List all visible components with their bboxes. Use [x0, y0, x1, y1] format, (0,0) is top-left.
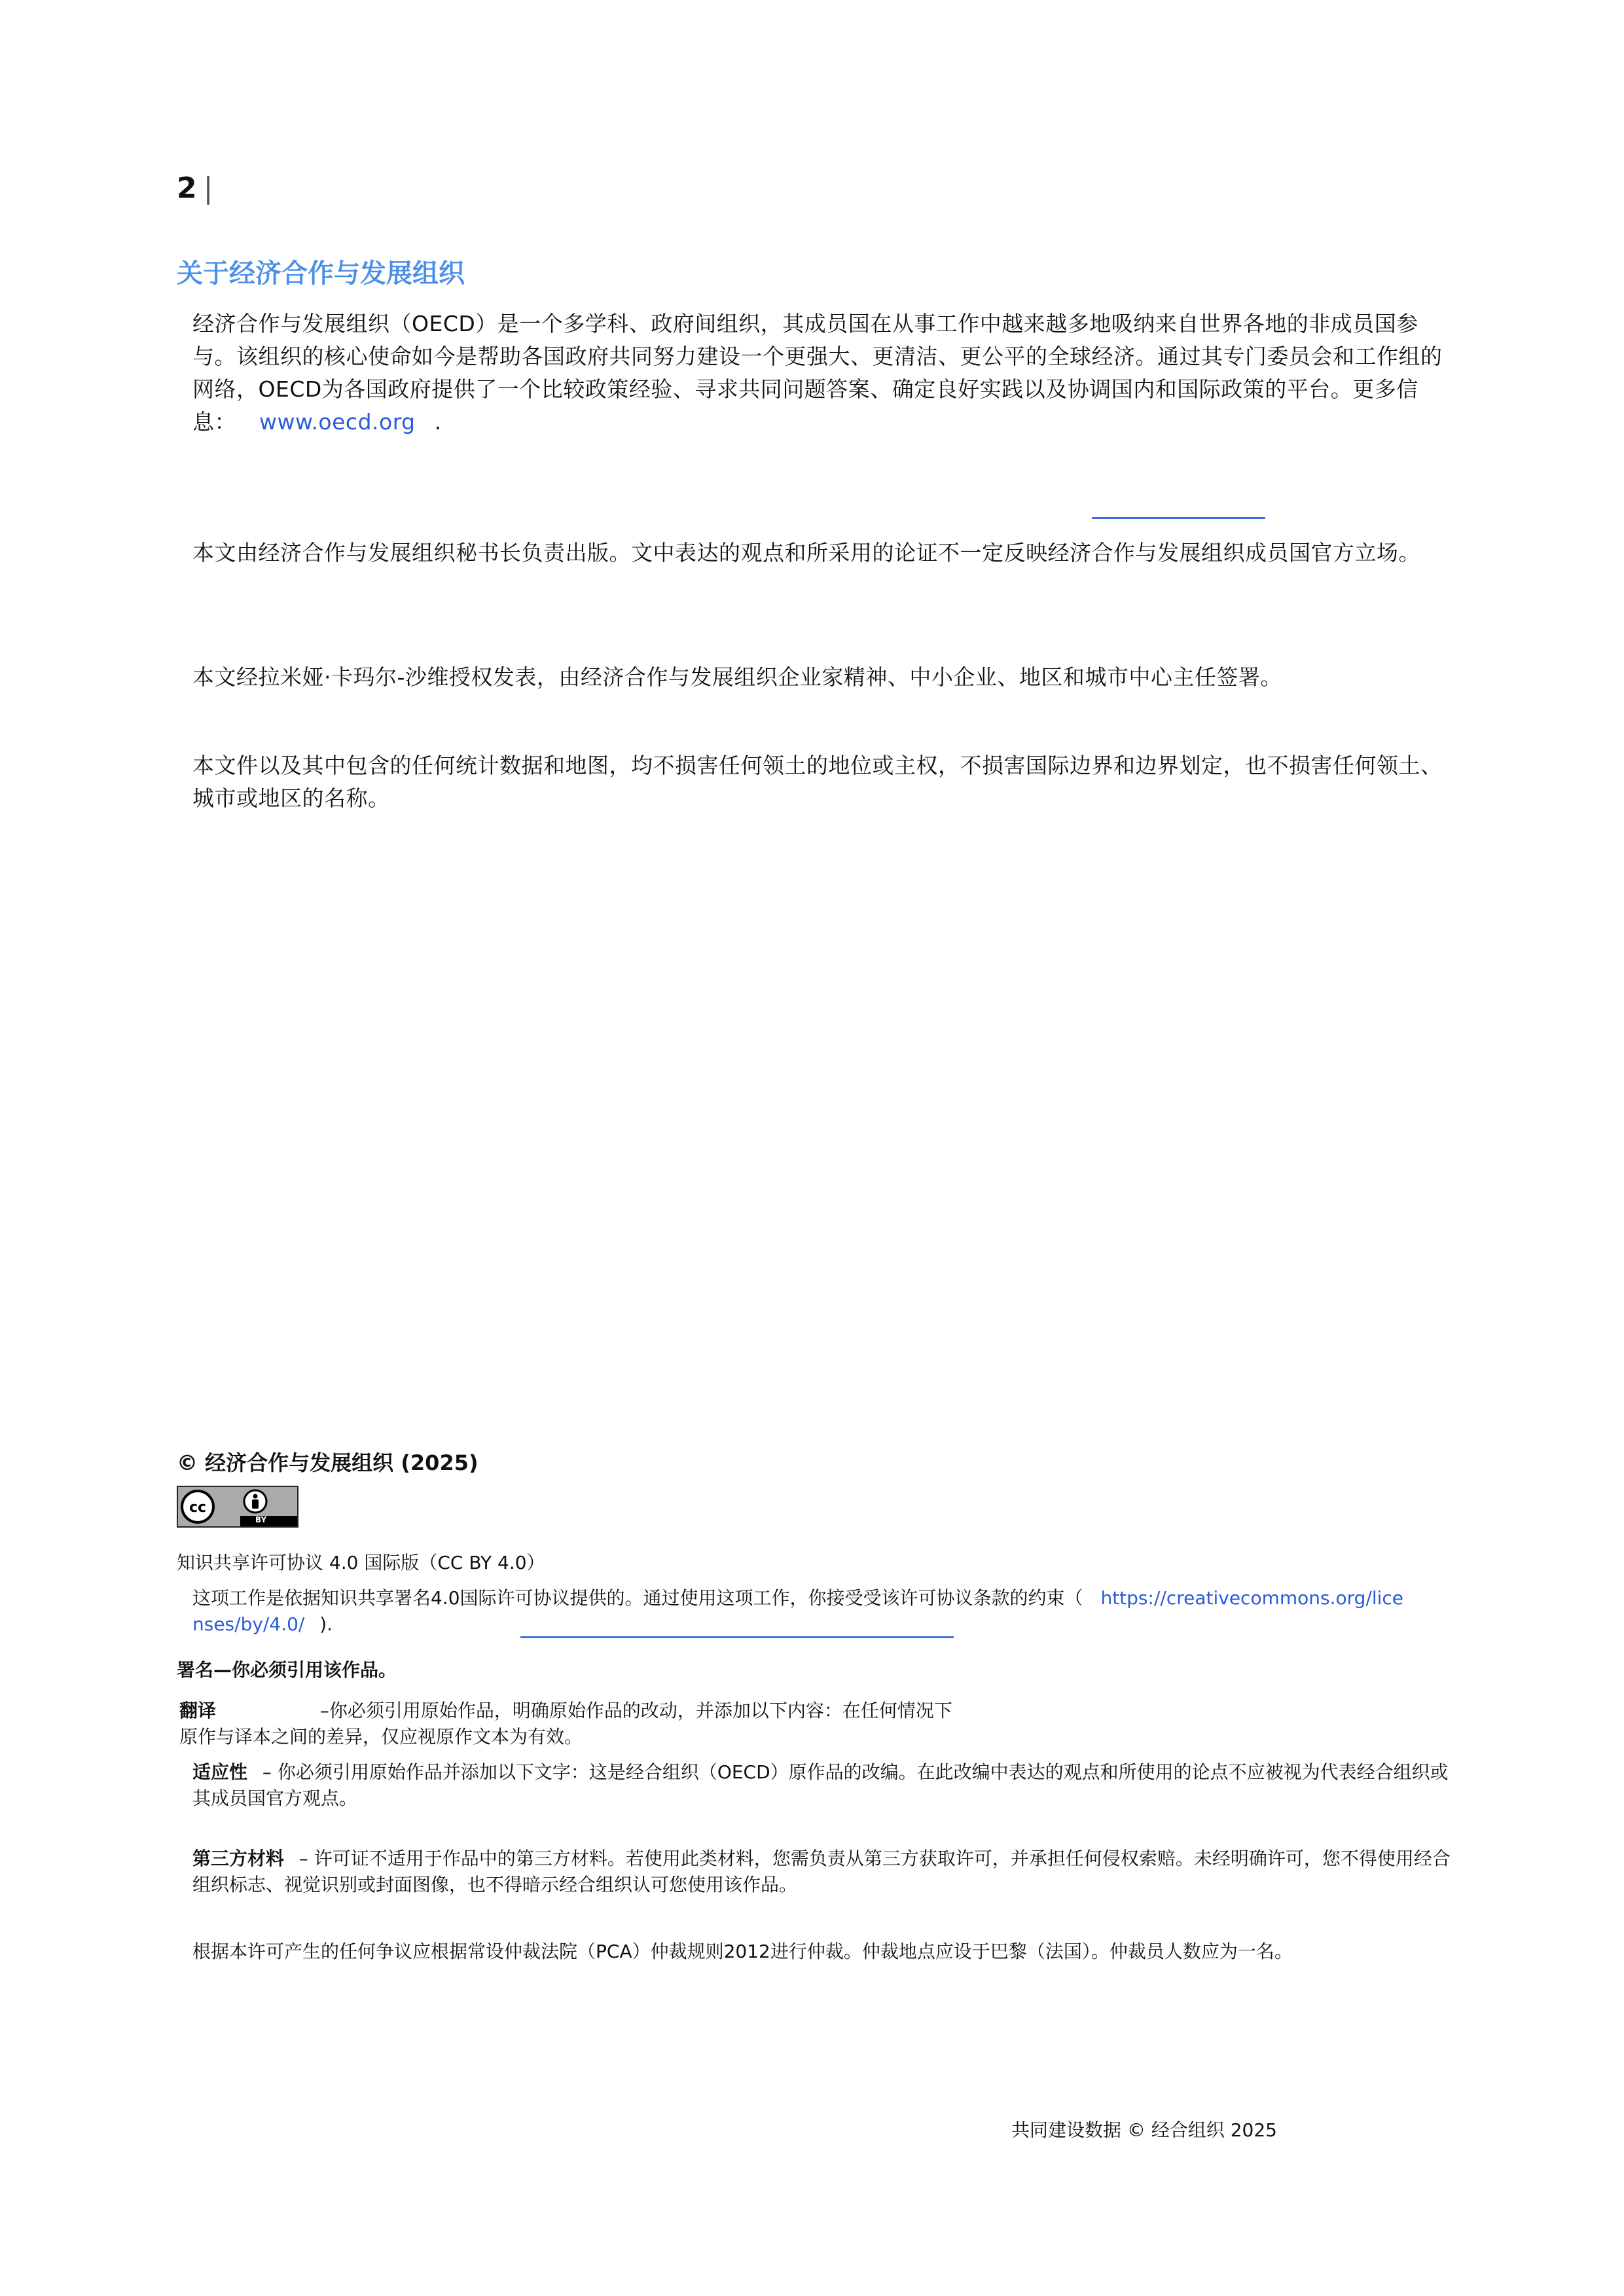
adaptation-label: 适应性	[192, 1761, 248, 1783]
section-title: 关于经济合作与发展组织	[177, 259, 465, 289]
by-person-icon	[244, 1490, 266, 1513]
link-underline-1	[1092, 517, 1265, 519]
authorization-paragraph: 本文经拉米娅·卡玛尔-沙维授权发表，由经济合作与发展组织企业家精神、中小企业、地区和城市中心主任签署。	[192, 664, 1282, 690]
translation-text-2: 原作与译本之间的差异，仅应视原作文本为有效。	[179, 1726, 583, 1748]
cc-icon	[182, 1491, 213, 1522]
copyright-line: © 经济合作与发展组织 (2025)	[177, 1450, 478, 1475]
oecd-website-link[interactable]: www.oecd.org	[259, 409, 416, 435]
license-intro-end: ).	[319, 1613, 333, 1635]
cc-badge-label: BY	[255, 1515, 267, 1524]
cc-license-link-part2[interactable]: nses/by/4.0/	[192, 1613, 305, 1635]
page-footer: 共同建设数据 © 经合组织 2025	[1011, 2119, 1277, 2141]
page-number	[177, 171, 213, 205]
about-paragraph	[192, 308, 1456, 439]
translation-text-1: –你必须引用原始作品，明确原始作品的改动，并添加以下内容：在任何情况下	[319, 1700, 952, 1721]
cc-by-badge[interactable]	[177, 1486, 298, 1528]
about-text: 经济合作与发展组织（OECD）是一个多学科、政府间组织，其成员国在从事工作中越来越多地吸纳来自世界各地的非成员国参与。该组织的核心使命如今是帮助各国政府共同努力建设一个更强大、更清洁、更公平的全球经济。通过其专门委员会和工作组的网络，OECD为各国政府提供了一个比较政策经验、寻求共同问题答案、确定良好实践以及协调国内和国际政策的平台。更多信息：	[192, 311, 1443, 435]
link-underline-2	[520, 1636, 954, 1638]
header-separator: |	[203, 171, 213, 205]
license-intro	[192, 1585, 1459, 1638]
adaptation-clause	[192, 1759, 1456, 1812]
attribution-heading: 署名—你必须引用该作品。	[177, 1659, 397, 1681]
adaptation-text: – 你必须引用原始作品并添加以下文字：这是经合组织（OECD）原作品的改编。在此改编中表达的观点和所使用的论点不应被视为代表经合组织或其成员国官方观点。	[192, 1761, 1449, 1809]
arbitration-paragraph: 根据本许可产生的任何争议应根据常设仲裁法院（PCA）仲裁规则2012进行仲裁。仲裁地点应设于巴黎（法国）。仲裁员人数应为一名。	[192, 1941, 1293, 1962]
third-party-label: 第三方材料	[192, 1848, 285, 1869]
third-party-clause	[192, 1846, 1456, 1898]
license-intro-text: 这项工作是依据知识共享署名4.0国际许可协议提供的。通过使用这项工作，你接受受该许可协议条款的约束（	[192, 1587, 1083, 1609]
page-number-value: 2	[177, 171, 197, 205]
svg-text:cc: cc	[189, 1499, 207, 1516]
territory-paragraph: 本文件以及其中包含的任何统计数据和地图，均不损害任何领土的地位或主权，不损害国际边界和边界划定，也不损害任何领土、城市或地区的名称。	[192, 753, 1443, 811]
about-end: .	[434, 409, 442, 435]
translation-label: 翻译	[179, 1700, 217, 1721]
translation-clause	[179, 1698, 1456, 1750]
third-party-text: – 许可证不适用于作品中的第三方材料。若使用此类材料，您需负责从第三方获取许可，并承担任何侵权索赔。未经明确许可，您不得使用经合组织标志、视觉识别或封面图像，也不得暗示经合组织认可您使用该作品。	[192, 1848, 1451, 1895]
responsibility-paragraph: 本文由经济合作与发展组织秘书长负责出版。文中表达的观点和所采用的论证不一定反映经济合作与发展组织成员国官方立场。	[192, 540, 1420, 565]
license-title: 知识共享许可协议 4.0 国际版（CC BY 4.0）	[177, 1552, 545, 1573]
cc-license-link-part1[interactable]: https://creativecommons.org/lice	[1100, 1587, 1404, 1609]
